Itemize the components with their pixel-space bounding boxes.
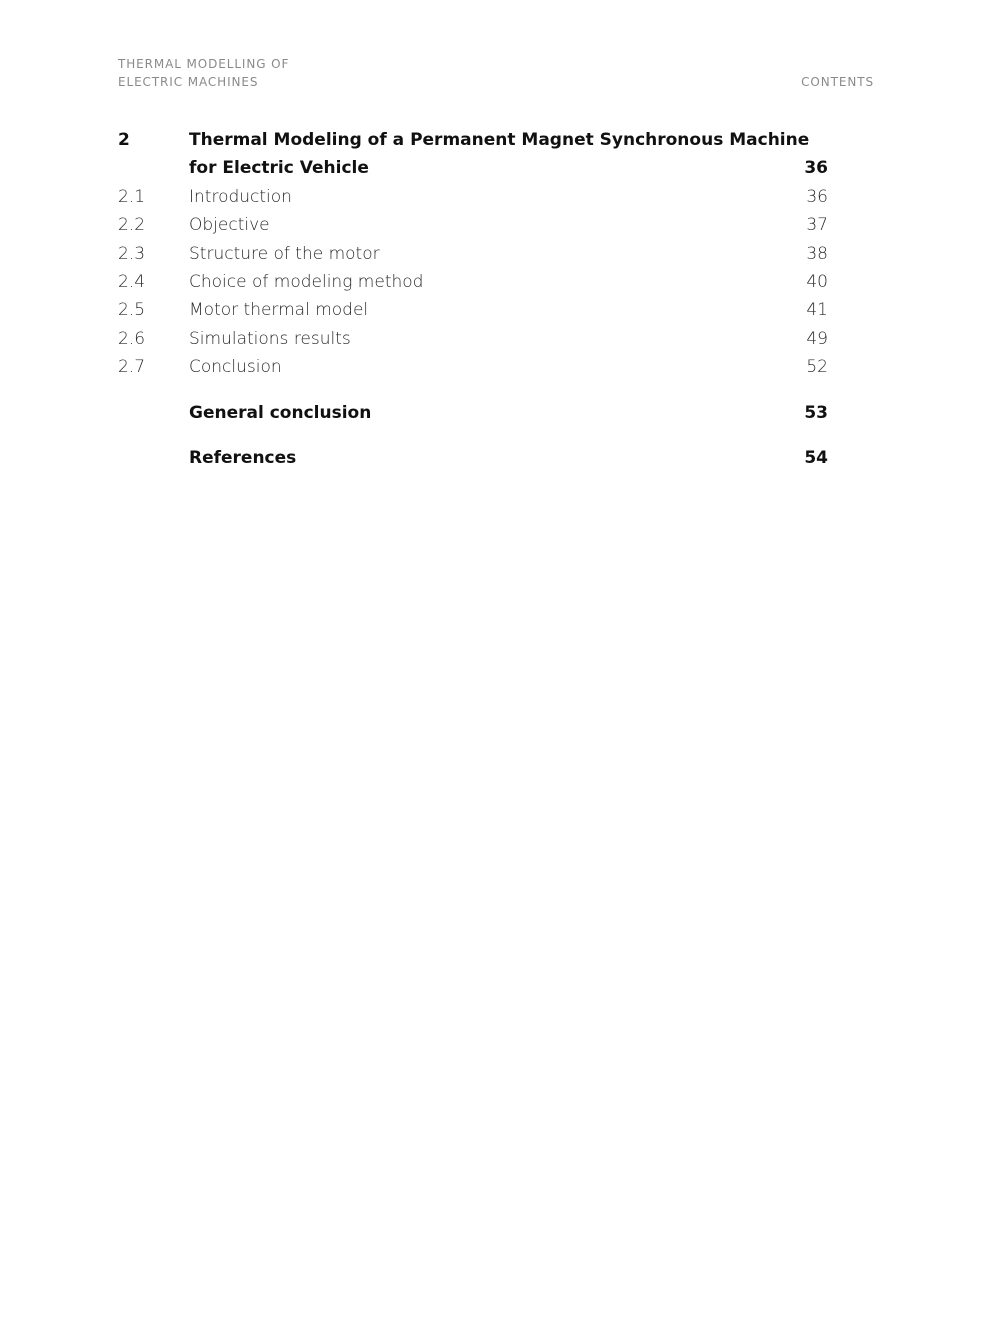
toc-section-row[interactable] bbox=[118, 240, 828, 268]
toc-section-title: Choice of modeling method bbox=[189, 271, 424, 292]
toc-section-page: 37 bbox=[806, 215, 828, 236]
toc-general-conclusion-row[interactable] bbox=[118, 399, 828, 427]
toc-chapter-title-line2: for Electric Vehicle bbox=[189, 158, 369, 179]
toc-section-row[interactable] bbox=[118, 211, 828, 239]
toc-references-page: 54 bbox=[804, 447, 828, 468]
running-head-left bbox=[118, 55, 289, 91]
toc-section-row[interactable] bbox=[118, 268, 828, 296]
toc-section-number: 2.4 bbox=[118, 271, 146, 292]
toc-section-title: Simulations results bbox=[189, 328, 351, 349]
toc-section-row[interactable] bbox=[118, 353, 828, 381]
toc-section-number: 2.1 bbox=[118, 186, 146, 207]
toc-section-title: Introduction bbox=[189, 186, 292, 207]
toc-section-number: 2.6 bbox=[118, 328, 146, 349]
toc-section-page: 52 bbox=[806, 357, 828, 378]
toc-chapter-number: 2 bbox=[118, 130, 130, 150]
toc-section-number: 2.5 bbox=[118, 300, 146, 321]
toc-section-number: 2.7 bbox=[118, 357, 146, 378]
toc-references-title: References bbox=[189, 447, 297, 468]
running-head-right: CONTENTS bbox=[801, 75, 874, 89]
toc-section-page: 36 bbox=[806, 186, 828, 207]
toc-section-title: Motor thermal model bbox=[189, 300, 369, 321]
toc-references-row[interactable] bbox=[118, 444, 828, 472]
toc-section-title: Objective bbox=[189, 215, 270, 236]
toc-section-page: 38 bbox=[806, 243, 828, 264]
toc-section-page: 41 bbox=[806, 300, 828, 321]
toc-chapter-row-continued[interactable] bbox=[118, 154, 828, 182]
toc-section-number: 2.2 bbox=[118, 215, 146, 236]
toc-section-number: 2.3 bbox=[118, 243, 146, 264]
toc-section-page: 40 bbox=[806, 271, 828, 292]
running-head-line-2: ELECTRIC MACHINES bbox=[118, 75, 259, 89]
table-of-contents bbox=[118, 126, 828, 472]
toc-general-conclusion-title: General conclusion bbox=[189, 402, 372, 423]
toc-section-title: Structure of the motor bbox=[189, 243, 380, 264]
toc-section-title: Conclusion bbox=[189, 357, 282, 378]
toc-chapter-page: 36 bbox=[804, 158, 828, 179]
toc-section-row[interactable] bbox=[118, 325, 828, 353]
toc-section-row[interactable] bbox=[118, 183, 828, 211]
toc-section-row[interactable] bbox=[118, 296, 828, 324]
running-head-line-1: THERMAL MODELLING OF bbox=[118, 57, 290, 71]
toc-section-page: 49 bbox=[806, 328, 828, 349]
toc-general-conclusion-page: 53 bbox=[804, 402, 828, 423]
toc-chapter-title-line1: Thermal Modeling of a Permanent Magnet Synchronous Machine bbox=[189, 130, 810, 150]
toc-chapter-row[interactable] bbox=[118, 126, 828, 154]
